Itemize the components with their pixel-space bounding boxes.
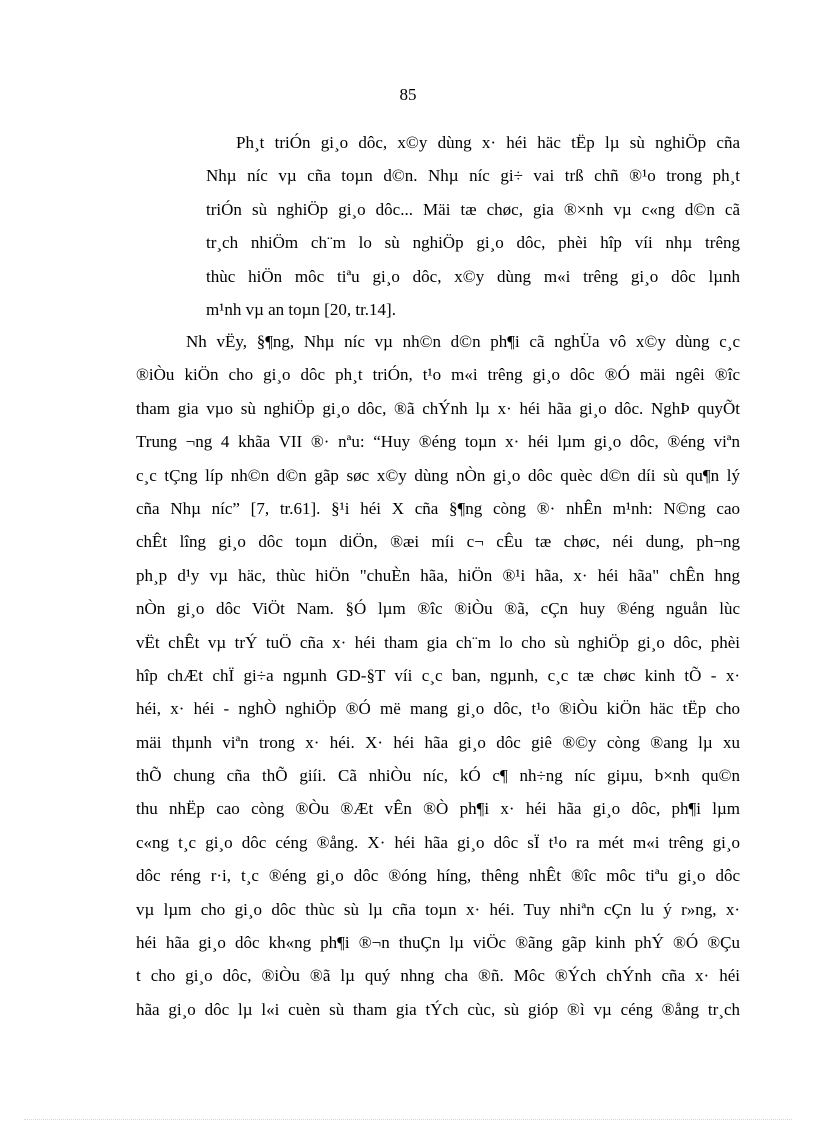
body-line: t cho gi¸o dôc, ®iÒu ®ã lµ quý nhng cha ®ñ. Môc ®Ých chÝnh cña x· héi bbox=[136, 966, 740, 986]
body-line: tham gia vµo sù nghiÖp gi¸o dôc, ®ã chÝnh lµ x· héi hãa gi¸o dôc. NghÞ quyÕt bbox=[136, 398, 740, 418]
body-line: mäi thµnh viªn trong x· héi. X· héi hãa gi¸o dôc giê ®©y còng ®ang lµ xu bbox=[136, 732, 740, 752]
body-line: chÊt lîng gi¸o dôc toµn diÖn, ®æi míi c¬ cÊu tæ chøc, néi dung, ph¬ng bbox=[136, 532, 740, 552]
body-line: c«ng t¸c gi¸o dôc céng ®ång. X· héi hãa gi¸o dôc sÏ t¹o ra mét m«i trêng gi¸o bbox=[136, 832, 740, 852]
body-line: hãa gi¸o dôc lµ l«i cuèn sù tham gia tÝch cùc, sù gióp ®ì vµ céng ®ång tr¸ch bbox=[136, 999, 740, 1019]
body-paragraph bbox=[136, 325, 740, 1026]
body-line: dôc réng r·i, t¸c ®éng gi¸o dôc ®óng híng, thêng nhÊt ®îc môc tiªu gi¸o dôc bbox=[136, 866, 740, 886]
quote-line: tr¸ch nhiÖm ch¨m lo sù nghiÖp gi¸o dôc, phèi hîp víi nhµ trêng bbox=[206, 233, 740, 253]
body-line: héi, x· héi - nghÒ nghiÖp ®Ó më mang gi¸o dôc, t¹o ®iÒu kiÖn häc tËp cho bbox=[136, 699, 740, 719]
body-line: Trung ¬ng 4 khãa VII ®· nªu: “Huy ®éng toµn x· héi lµm gi¸o dôc, ®éng viªn bbox=[136, 432, 740, 452]
quote-line: Nhµ níc vµ cña toµn d©n. Nhµ níc gi÷ vai trß chñ ®¹o trong ph¸t bbox=[206, 166, 740, 186]
body-line: ®iÒu kiÖn cho gi¸o dôc ph¸t triÓn, t¹o m«i trêng gi¸o dôc ®Ó mäi ngêi ®îc bbox=[136, 365, 740, 385]
body-line: nÒn gi¸o dôc ViÖt Nam. §Ó lµm ®îc ®iÒu ®ã, cÇn huy ®éng nguån lùc bbox=[136, 599, 740, 619]
page-bottom-divider bbox=[24, 1119, 792, 1120]
page-number: 85 bbox=[399, 85, 417, 104]
block-quote bbox=[206, 126, 740, 326]
quote-line: m¹nh vµ an toµn [20, tr.14]. bbox=[206, 299, 396, 319]
body-line: Nh vËy, §¶ng, Nhµ níc vµ nh©n d©n ph¶i cã nghÜa vô x©y dùng c¸c bbox=[186, 332, 740, 351]
body-line: ph¸p d¹y vµ häc, thùc hiÖn "chuÈn hãa, hiÖn ®¹i hãa, x· héi hãa" chÊn hng bbox=[136, 565, 740, 585]
body-line: c¸c tÇng líp nh©n d©n gãp søc x©y dùng nÒn gi¸o dôc quèc d©n díi sù qu¶n lý bbox=[136, 465, 740, 485]
body-line: héi hãa gi¸o dôc kh«ng ph¶i ®¬n thuÇn lµ viÖc ®ãng gãp kinh phÝ ®Ó ®Çu bbox=[136, 933, 740, 953]
body-line: thu nhËp cao còng ®Òu ®Æt vÊn ®Ò ph¶i x· héi hãa gi¸o dôc, ph¶i lµm bbox=[136, 799, 740, 819]
body-line: thÕ chung cña thÕ giíi. Cã nhiÒu níc, kÓ c¶ nh÷ng níc giµu, b×nh qu©n bbox=[136, 766, 740, 786]
body-line: cña Nhµ níc” [7, tr.61]. §¹i héi X cña §¶ng còng ®· nhÊn m¹nh: N©ng cao bbox=[136, 498, 740, 518]
quote-line: Ph¸t triÓn gi¸o dôc, x©y dùng x· héi häc tËp lµ sù nghiÖp cña bbox=[236, 133, 740, 152]
body-line: hîp chÆt chÏ gi÷a ngµnh GD-§T víi c¸c ban, ngµnh, c¸c tæ chøc kinh tÕ - x· bbox=[136, 665, 740, 685]
quote-line: triÓn sù nghiÖp gi¸o dôc... Mäi tæ chøc, gia ®×nh vµ c«ng d©n cã bbox=[206, 199, 740, 219]
body-line: vËt chÊt vµ trÝ tuÖ cña x· héi tham gia ch¨m lo cho sù nghiÖp gi¸o dôc, phèi bbox=[136, 632, 740, 652]
body-line: vµ lµm cho gi¸o dôc thùc sù lµ cña toµn x· héi. Tuy nhiªn cÇn lu ý r»ng, x· bbox=[136, 899, 740, 919]
quote-line: thùc hiÖn môc tiªu gi¸o dôc, x©y dùng m«i trêng gi¸o dôc lµnh bbox=[206, 266, 740, 286]
